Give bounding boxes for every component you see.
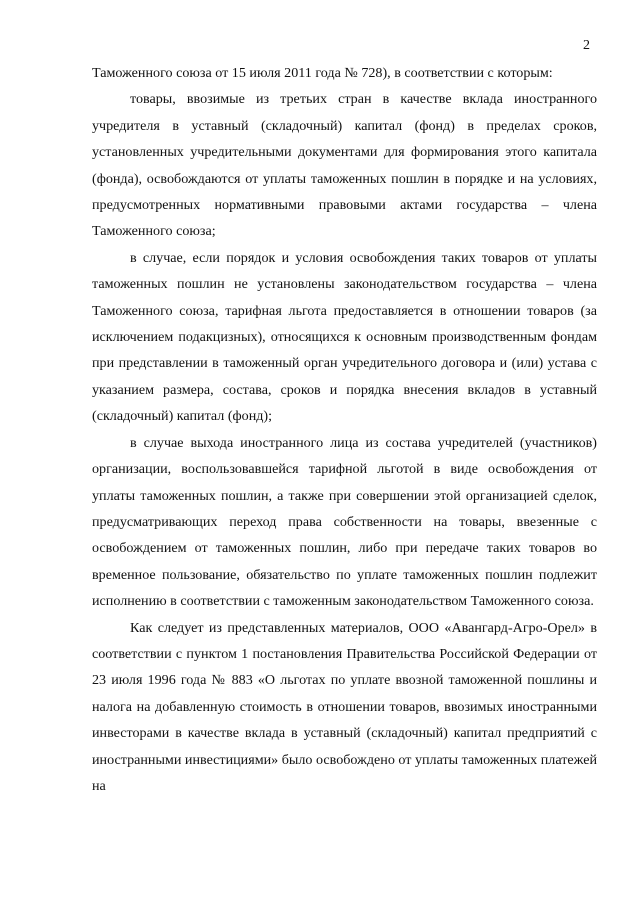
paragraph-continuation: Таможенного союза от 15 июля 2011 года № 728), в соответствии с которым: — [92, 65, 553, 81]
paragraph-goods-exemption: товары, ввозимые из третьих стран в качестве вклада иностранного учредителя в уставный (складочный) капитал (фонд) в пределах сроков, установленных учредительными документами для формирования этого капитала (фонда), освобождаются от уплаты таможенных пошлин в порядке и на условиях, предусмотренных нормативными правовыми актами государства – члена Таможенного союза; — [92, 91, 597, 240]
paragraph-founder-exit: в случае выхода иностранного лица из состава учредителей (участников) организации, воспользовавшейся тарифной льготой в виде освобождения от уплаты таможенных пошлин, а также при совершении этой организацией сделок, предусматривающих переход права собственности на товары, ввезенные с освобождением от таможенных пошлин, либо при передаче таких товаров во временное пользование, обязательство по уплате таможенных пошлин подлежит исполнению в соответствии с таможенным законодательством Таможенного союза. — [92, 434, 597, 610]
paragraph-materials: Как следует из представленных материалов, ООО «Авангард-Агро-Орел» в соответствии с пунктом 1 постановления Правительства Российской Федерации от 23 июля 1996 года № 883 «О льготах по уплате ввозной таможенной пошлины и налога на добавленную стоимость в отношении товаров, ввозимых иностранными инвесторами в качестве вклада в уставный (складочный) капитал предприятий с иностранными инвестициями» было освобождено от уплаты таможенных платежей на — [92, 619, 597, 794]
document-body — [92, 60, 597, 799]
page-number: 2 — [583, 38, 590, 53]
paragraph-tariff-benefit: в случае, если порядок и условия освобождения таких товаров от уплаты таможенных пошлин не установлены законодательством государства – члена Таможенного союза, тарифная льгота предоставляется в отношении товаров (за исключением подакцизных), относящихся к основным производственным фондам при представлении в таможенный орган учредительного договора и (или) устава с указанием размера, состава, сроков и порядка внесения вкладов в уставный (складочный) капитал (фонд); — [92, 249, 597, 425]
